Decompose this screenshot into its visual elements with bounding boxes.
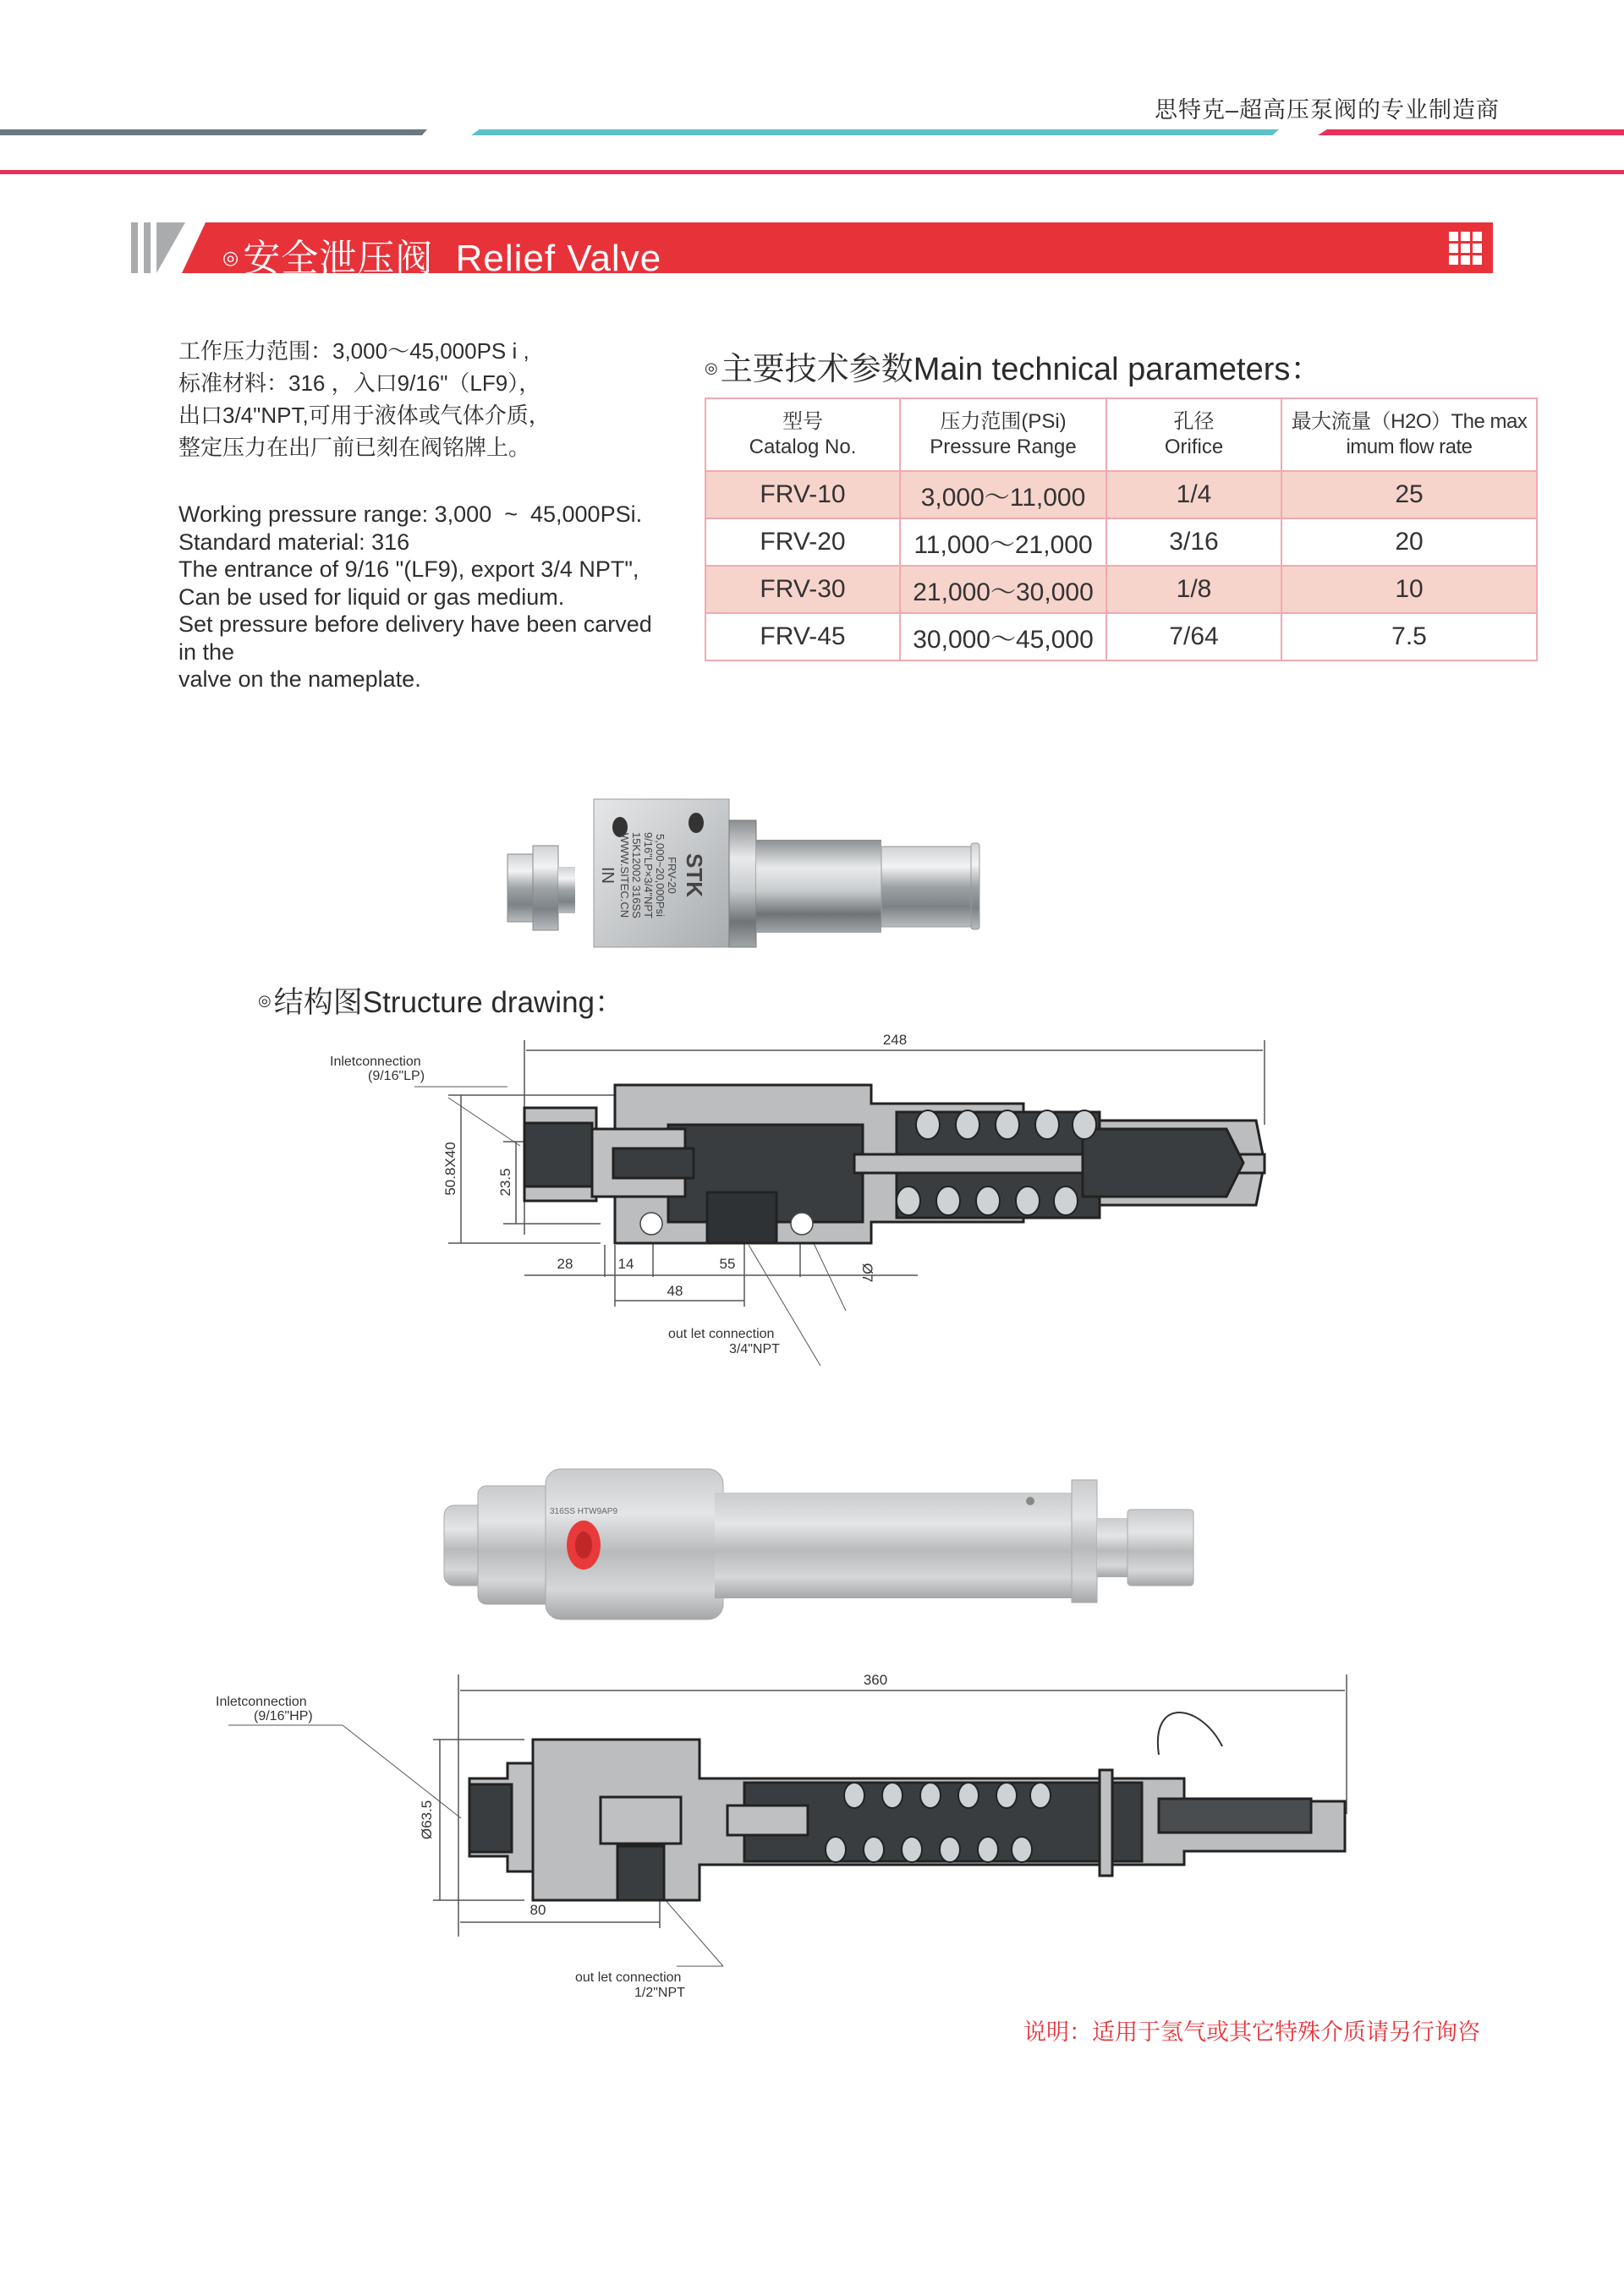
intro-en-line: The entrance of 9/16 "(LF9), export 3/4 NPT", xyxy=(178,556,639,582)
dim-80: 80 xyxy=(529,1902,546,1918)
inlet-spec: (9/16"HP) xyxy=(254,1709,313,1723)
intro-en-line: valve on the nameplate. xyxy=(178,666,421,692)
cell-orifice: 1/4 xyxy=(1106,471,1281,518)
cell-range: 11,000～21,000 xyxy=(900,518,1106,566)
col-header-range: 压力范围(PSi) Pressure Range xyxy=(900,398,1106,471)
intro-chinese xyxy=(178,335,551,463)
dim-14: 14 xyxy=(617,1256,634,1272)
outlet-spec: 1/2"NPT xyxy=(634,1986,685,2000)
col-header-model: 型号 Catalog No. xyxy=(705,398,900,471)
structure-drawing-hp xyxy=(203,1653,1370,2000)
table-row xyxy=(705,613,1537,660)
nameplate-ports: 9/16"LP×3/4"NPT xyxy=(642,831,655,919)
intro-cn-line: 工作压力范围：3,000～45,000PS i , xyxy=(178,338,529,364)
grid-icon xyxy=(1449,232,1482,265)
footer-note: 说明：适用于氢气或其它特殊介质请另行询咨 xyxy=(1023,2019,1480,2045)
ring-bullet-icon: ◎ xyxy=(258,992,272,1009)
params-heading xyxy=(705,342,1322,389)
decor-stripe xyxy=(144,222,151,273)
outlet-label: out let connection xyxy=(668,1327,775,1341)
intro-en-line: Standard material: 316 xyxy=(178,529,410,555)
cell-flow: 7.5 xyxy=(1281,613,1537,660)
structure-heading xyxy=(258,979,624,1022)
inlet-label: Inletconnection xyxy=(330,1055,421,1069)
col-header-flow: 最大流量（H2O）The max imum flow rate xyxy=(1281,398,1537,471)
decor-stripe xyxy=(131,222,138,273)
dim-height: 50.8X40 xyxy=(442,1142,458,1196)
header-divider xyxy=(0,170,1624,174)
nameplate-pressure: 5,000~20,000Psi xyxy=(654,834,667,917)
nameplate-url: WWW.SITEC.CN xyxy=(618,832,631,918)
nameplate-model: FRV-20 xyxy=(666,857,678,894)
header-rule-gray xyxy=(0,129,427,135)
cell-range: 21,000～30,000 xyxy=(900,566,1106,613)
dim-diameter: Ø63.5 xyxy=(419,1800,435,1840)
structure-heading-text: 结构图Structure drawing： xyxy=(273,986,625,1019)
ring-bullet-icon: ◎ xyxy=(705,359,718,376)
decor-stripe xyxy=(156,222,185,273)
cell-flow: 25 xyxy=(1281,471,1537,518)
product-photo-hp xyxy=(436,1442,1349,1619)
intro-en-line: in the xyxy=(178,638,235,665)
intro-english xyxy=(178,501,703,693)
dim-overall: 360 xyxy=(863,1672,888,1688)
table-row xyxy=(705,518,1537,566)
cell-model: FRV-30 xyxy=(705,566,900,613)
header-rule-teal xyxy=(471,129,1279,135)
cell-orifice: 3/16 xyxy=(1106,518,1281,566)
cell-model: FRV-45 xyxy=(705,613,900,660)
page-title xyxy=(222,227,661,282)
ring-bullet-icon: ◎ xyxy=(222,247,240,268)
cell-flow: 20 xyxy=(1281,518,1537,566)
brand-mark: STK xyxy=(682,853,707,897)
intro-en-line: Working pressure range: 3,000 ~ 45,000PSi. xyxy=(178,501,643,527)
dim-hole: Ø7 xyxy=(859,1263,875,1283)
params-heading-text: 主要技术参数Main technical parameters： xyxy=(720,352,1323,387)
dim-overall: 248 xyxy=(882,1032,908,1048)
product-photo-frv20 xyxy=(499,774,1260,951)
outlet-spec: 3/4"NPT xyxy=(729,1342,780,1356)
structure-drawing-frv xyxy=(313,1023,1277,1370)
intro-cn-line: 标准材料：316 ，入口9/16"（LF9）， xyxy=(178,370,541,396)
cell-flow: 10 xyxy=(1281,566,1537,613)
table-row xyxy=(705,471,1537,518)
params-table xyxy=(705,397,1538,661)
dim-55: 55 xyxy=(719,1256,736,1272)
intro-cn-line: 整定压力在出厂前已刻在阀铭牌上。 xyxy=(178,435,531,460)
inlet-spec: (9/16"LP) xyxy=(368,1069,425,1083)
table-row xyxy=(705,566,1537,613)
col-header-orifice: 孔径 Orifice xyxy=(1106,398,1281,471)
cell-range: 3,000～11,000 xyxy=(900,471,1106,518)
company-slogan: 思特克–超高压泵阀的专业制造商 xyxy=(1155,97,1501,123)
cell-model: FRV-10 xyxy=(705,471,900,518)
cell-model: FRV-20 xyxy=(705,518,900,566)
intro-en-line: Set pressure before delivery have been carved xyxy=(178,611,652,637)
inlet-label: Inletconnection xyxy=(216,1695,307,1709)
body-marking: 316SS HTW9AP9 xyxy=(550,1507,618,1516)
cell-orifice: 7/64 xyxy=(1106,613,1281,660)
inlet-mark: IN xyxy=(598,867,617,884)
dim-48: 48 xyxy=(667,1283,683,1299)
dim-28: 28 xyxy=(557,1256,573,1272)
dim-center: 23.5 xyxy=(497,1168,513,1197)
page-title-text: 安全泄压阀 Relief Valve xyxy=(243,238,662,279)
outlet-label: out let connection xyxy=(575,1970,682,1985)
nameplate-serial: 15K12002 316SS xyxy=(630,832,643,918)
cell-orifice: 1/8 xyxy=(1106,566,1281,613)
table-header-row xyxy=(705,398,1537,471)
intro-en-line: Can be used for liquid or gas medium. xyxy=(178,584,565,610)
cell-range: 30,000～45,000 xyxy=(900,613,1106,660)
intro-cn-line: 出口3/4"NPT,可用于液体或气体介质， xyxy=(178,403,551,428)
section-title-bar xyxy=(131,222,1493,279)
header-rule-red xyxy=(1318,129,1624,135)
